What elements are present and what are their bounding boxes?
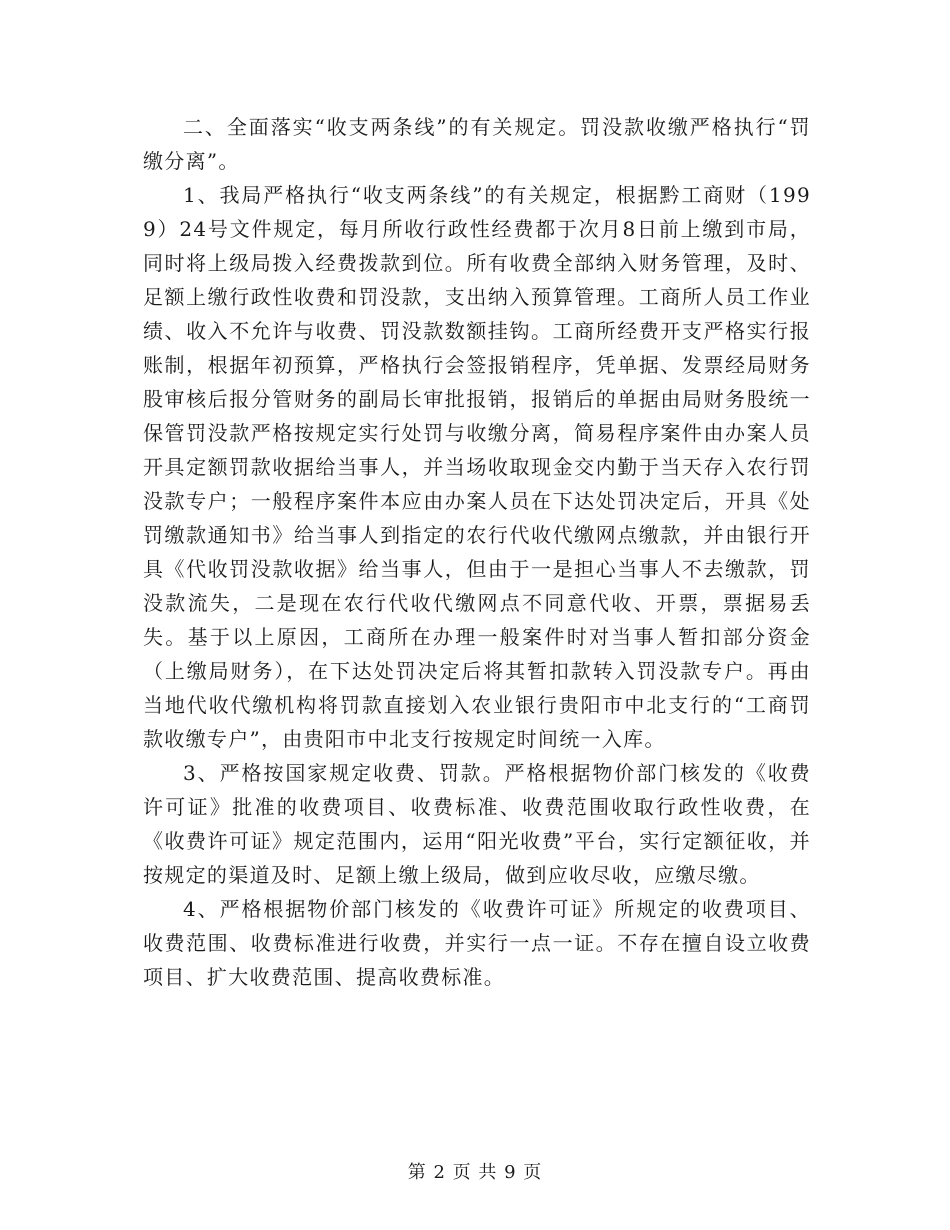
page-number-footer: 第 2 页 共 9 页 [407,1162,543,1183]
paragraph-item-1: 1、我局严格执行“收支两条线”的有关规定，根据黔工商财（1999）24号文件规定，每月所收行政性经费都于次月8日前上缴到市局，同时将上级局拨入经费拨款到位。所有收费全部纳入财务管理，及时、足额上缴行政性收费和罚没款，支出纳入预算管理。工商所人员工作业绩、收入不允许与收费、罚没款数额挂钩。工商所经费开支严格实行报账制，根据年初预算，严格执行会签报销程序，凭单据、发票经局财务股审核后报分管财务的副局长审批报销，报销后的单据由局财务股统一保管罚没款严格按规定实行处罚与收缴分离，简易程序案件由办案人员开具定额罚款收据给当事人，并当场收取现金交内勤于当天存入农行罚没款专户；一般程序案件本应由办案人员在下达处罚决定后，开具《处罚缴款通知书》给当事人到指定的农行代收代缴网点缴款，并由银行开具《代收罚没款收据》给当事人，但由于一是担心当事人不去缴款，罚没款流失，二是现在农行代收代缴网点不同意代收、开票，票据易丢失。基于以上原因，工商所在办理一般案件时对当事人暂扣部分资金（上缴局财务），在下达处罚决定后将其暂扣款转入罚没款专户。再由当地代收代缴机构将罚款直接划入农业银行贵阳市中北支行的“工商罚款收缴专户”，由贵阳市中北支行按规定时间统一入库。 [143,183,811,751]
paragraph-item-4: 4、严格根据物价部门核发的《收费许可证》所规定的收费项目、收费范围、收费标准进行收费，并实行一点一证。不存在擅自设立收费项目、扩大收费范围、提高收费标准。 [143,897,811,989]
paragraph-item-3: 3、严格按国家规定收费、罚款。严格根据物价部门核发的《收费许可证》批准的收费项目、收费标准、收费范围收取行政性收费，在《收费许可证》规定范围内，运用“阳光收费”平台，实行定额征收，并按规定的渠道及时、足额上缴上级局，做到应收尽收，应缴尽缴。 [143,761,811,887]
paragraph-section-two: 二、全面落实“收支两条线”的有关规定。罚没款收缴严格执行“罚缴分离”。 [143,115,811,173]
document-body [143,110,811,994]
